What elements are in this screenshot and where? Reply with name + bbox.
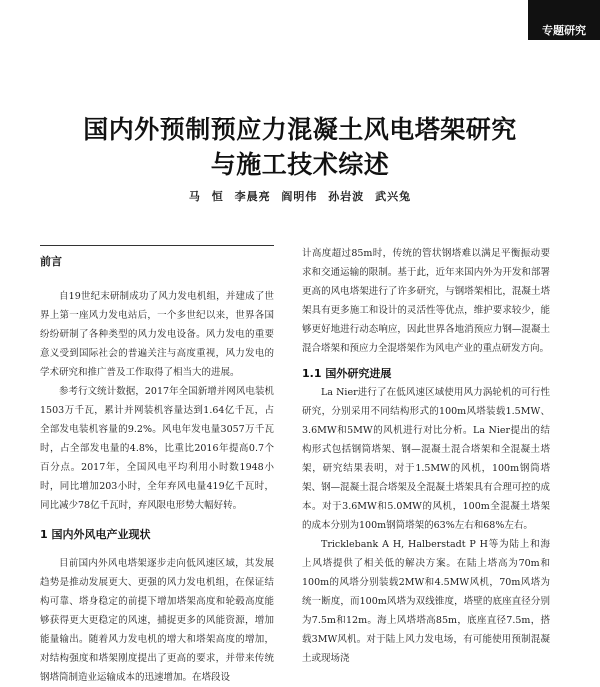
body-paragraph: 目前国内外风电塔架逐步走向低风速区域，其发展趋势是推动发展更大、更强的风力发电机组，在保证结构可靠、塔身稳定的前提下增加塔架高度和轮毂高度能够获得更大更稳定的风速，捕捉更多的风能资源，增加能量输出。随着风力发电机的增大和塔架高度的增加，对结构强度和塔架刚度提出了更高的要求，并带来传统钢塔筒制造业运输成本的迅速增加。在塔段设 [40,558,274,683]
body-paragraph: 计高度超过85m时，传统的管状钢塔难以满足平衡振动要求和交通运输的限制。基于此，近年来国内外为开发和部署更高的风电塔架进行了许多研究，与钢塔架相比，混凝土塔架具有更多施工和设计的灵活性等优点，维护要求较少，能够更好地进行动态响应，因此世界各地消预应力钢—混凝土混合塔架和预应力全混塔架作为风电产业的重点研发方向。 [302,248,550,354]
section-heading-intro: 前言 [40,255,62,268]
article-title [40,112,560,182]
body-paragraph: La Nier进行了在低风速区域使用风力涡轮机的可行性研究，分别采用不同结构形式的100m风塔装载1.5MW、3.6MW和5MW的风机进行对比分析。La Nier提出的结构形式包括钢筒塔架、钢—混凝土混合塔架和全混凝土塔架，研究结果表明，对于1.5MW的风机，100m钢筒塔架、钢—混凝土混合塔架及全混凝土塔架具有合理可控的成本。对于3.6MW和5.0MW的风机，100m全混凝土塔架的成本分别为100m钢筒塔架的63%左右和68%左右。 [302,387,550,531]
title-line-2: 与施工技术综述 [210,150,390,179]
section-heading-1-1: 1.1 国外研究进展 [302,367,392,380]
body-paragraph: 参考行文统计数据，2017年全国新增并网风电装机1503万千瓦，累计并网装机容量达到1.64亿千瓦，占全部发电装机容量的9.2%。风电年发电量3057万千瓦时，占全部发电量的4.8%，比重比2016年提高0.7个百分点。2017年，全国风电平均利用小时数1948小时，同比增加203小时，全年弃风电量419亿千瓦时，同比减少78亿千瓦时，弃风限电形势大幅好转。 [40,386,274,511]
body-paragraph: Tricklebank A H, Halberstadt P H等为陆上和海上风塔提供了相关低的解决方案。在陆上塔高为70m和100m的风塔分别装载2MW和4.5MW风机，70m风塔为统一断度，而100m风塔为双线锥度，塔壁的底座直径分别为7.5m和12m。海上风塔塔高85m，底座直径7.5m，搭载3MW风机。对于陆上风力发电场，有可能使用预制混凝土或现场浇 [302,539,550,664]
right-column [302,244,550,668]
column-divider-rule [40,245,274,246]
section-tag: 专题研究 [528,0,600,40]
section-heading-1: 1 国内外风电产业现状 [40,528,151,541]
left-column [40,252,274,687]
title-line-1: 国内外预制预应力混凝土风电塔架研究 [83,115,517,144]
body-paragraph: 自19世纪末研制成功了风力发电机组，并建成了世界上第一座风力发电站后，一个多世纪以来，世界各国纷纷研制了各种类型的风力发电设备。风力发电的重要意义受到国际社会的普遍关注与高度重视，风力发电的学术研究和推广普及工作取得了相当大的进展。 [40,291,274,378]
author-list: 马 恒 李晨亮 阎明伟 孙岩波 武兴兔 [188,190,412,203]
